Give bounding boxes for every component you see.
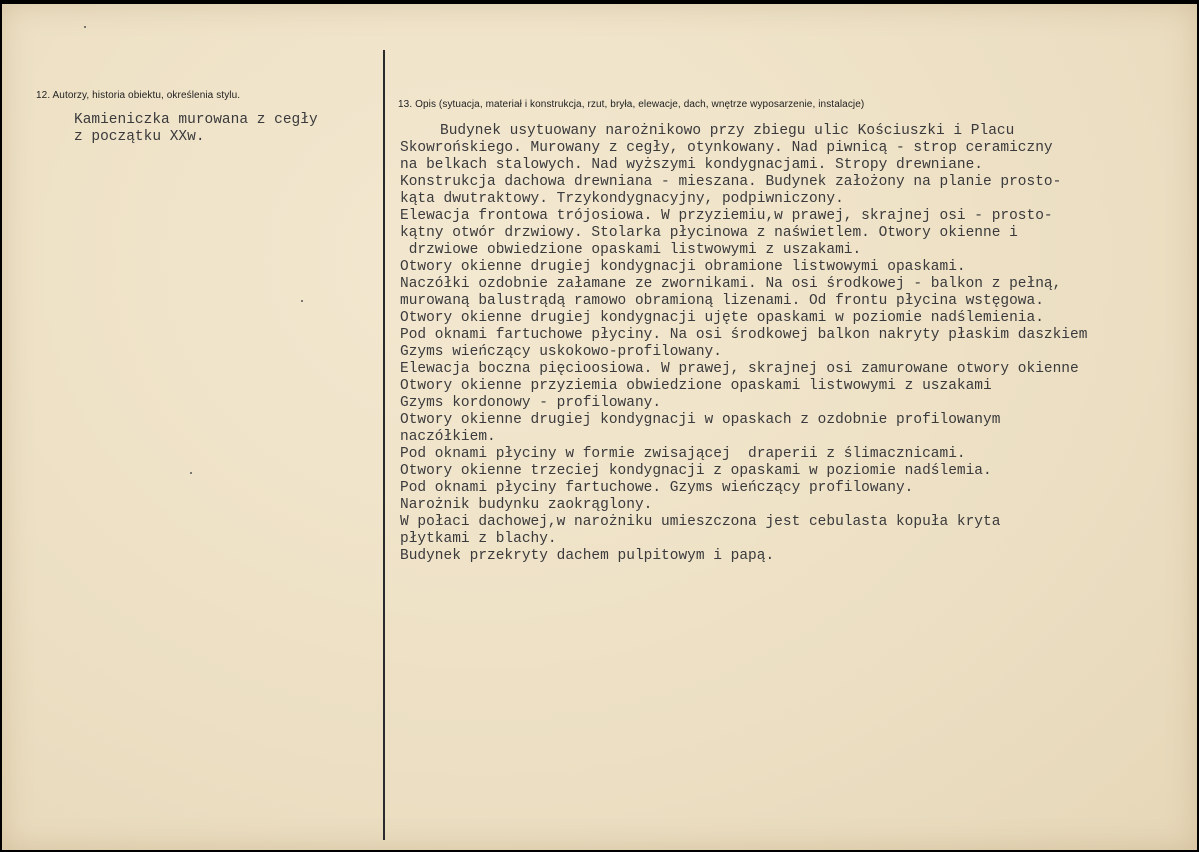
- typed-line: Pod oknami płyciny w formie zwisającej draperii z ślimacznicami.: [400, 446, 966, 462]
- typed-line: Konstrukcja dachowa drewniana - mieszana. Budynek założony na planie prosto-: [400, 174, 1062, 190]
- typed-line: kątny otwór drzwiowy. Stolarka płycinowa z naświetlem. Otwory okienne i: [400, 225, 1018, 241]
- typed-line: drzwiowe obwiedzione opaskami listwowymi z uszakami.: [400, 242, 862, 258]
- section-13-typed-text: [400, 123, 1193, 565]
- typed-line: W połaci dachowej,w narożniku umieszczona jest cebulasta kopuła kryta: [400, 514, 1001, 530]
- typed-line: Skowrońskiego. Murowany z cegły, otynkowany. Nad piwnicą - strop ceramiczny: [400, 140, 1053, 156]
- typed-line: na belkach stalowych. Nad wyższymi kondygnacjami. Stropy drewniane.: [400, 157, 983, 173]
- typed-line: Budynek usytuowany narożnikowo przy zbiegu ulic Kościuszki i Placu: [440, 123, 1015, 139]
- typed-line: Gzyms wieńczący uskokowo-profilowany.: [400, 344, 722, 360]
- typed-line: Otwory okienne drugiej kondygnacji ujęte opaskami w poziomie nadślemienia.: [400, 310, 1044, 326]
- typed-line: Gzyms kordonowy - profilowany.: [400, 395, 662, 411]
- typed-line: płytkami z blachy.: [400, 531, 557, 547]
- typed-line: Otwory okienne trzeciej kondygnacji z opaskami w poziomie nadślemia.: [400, 463, 992, 479]
- typed-line: Kamieniczka murowana z cegły: [74, 112, 318, 128]
- column-divider: [383, 50, 385, 840]
- section-13-description: [398, 99, 1193, 565]
- paper-speck: [84, 26, 86, 28]
- typed-line: Pod oknami fartuchowe płyciny. Na osi środkowej balkon nakryty płaskim daszkiem: [400, 327, 1088, 343]
- typed-line: murowaną balustrądą ramowo obramioną lizenami. Od frontu płycina wstęgowa.: [400, 293, 1044, 309]
- typed-line: kąta dwutraktowy. Trzykondygnacyjny, podpiwniczony.: [400, 191, 844, 207]
- typed-line: Budynek przekryty dachem pulpitowym i papą.: [400, 548, 775, 564]
- typed-line: Pod oknami płyciny fartuchowe. Gzyms wieńczący profilowany.: [400, 480, 914, 496]
- section-12-heading: 12. Autorzy, historia obiektu, określenia stylu.: [36, 90, 241, 101]
- typed-line: Elewacja frontowa trójosiowa. W przyziemiu,w prawej, skrajnej osi - prosto-: [400, 208, 1053, 224]
- typed-line: naczółkiem.: [400, 429, 496, 445]
- typed-line: Otwory okienne drugiej kondygnacji w opaskach z ozdobnie profilowanym: [400, 412, 1001, 428]
- typed-line: Otwory okienne drugiej kondygnacji obramione listwowymi opaskami.: [400, 259, 966, 275]
- section-12-authors-history: [36, 90, 376, 146]
- paper-speck: [190, 472, 192, 474]
- paper-speck: [301, 300, 303, 302]
- section-12-typed-text: [74, 112, 376, 146]
- typed-line: z początku XXw.: [74, 129, 205, 145]
- typed-line: Narożnik budynku zaokrąglony.: [400, 497, 653, 513]
- typed-line: Otwory okienne przyziemia obwiedzione opaskami listwowymi z uszakami: [400, 378, 992, 394]
- typed-line: Naczółki ozdobnie załamane ze zwornikami. Na osi środkowej - balkon z pełną,: [400, 276, 1062, 292]
- section-13-heading: 13. Opis (sytuacja, materiał i konstrukcja, rzut, bryła, elewacje, dach, wnętrze wyposarzenie, instalacje): [398, 99, 865, 110]
- archive-card: [2, 4, 1197, 850]
- typed-line: Elewacja boczna pięcioosiowa. W prawej, skrajnej osi zamurowane otwory okienne: [400, 361, 1079, 377]
